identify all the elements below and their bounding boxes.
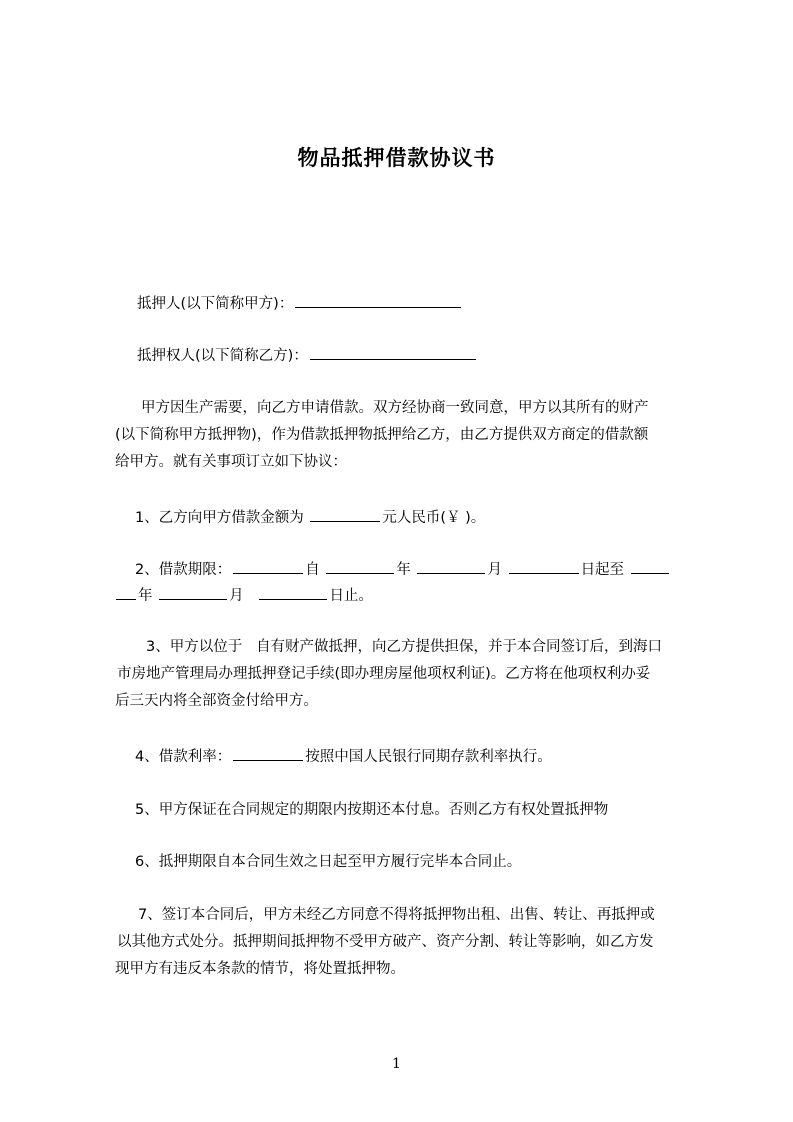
clause-2-year: 年 [396, 562, 411, 578]
clause-4-label: 4、借款利率： [135, 749, 232, 765]
clause-3-line-2: 市房地产管理局办理抵押登记手续(即办理房屋他项权利证)。乙方将在他项权利办妥 [117, 666, 651, 682]
clause-3 [115, 634, 705, 715]
clause-2-label: 2、借款期限： [135, 562, 232, 578]
clause-7-line-2: 以其他方式处分。抵押期间抵押物不受甲方破产、资产分割、转让等影响，如乙方发 [117, 934, 654, 950]
clause-2-month-2: 月 [229, 588, 244, 604]
party-a-line [137, 292, 463, 313]
end-year-blank-a[interactable] [631, 559, 669, 574]
clause-4 [135, 745, 552, 766]
clause-4-text: 按照中国人民银行同期存款利率执行。 [305, 749, 552, 765]
loan-amount-blank[interactable] [310, 507, 380, 522]
clause-5: 5、甲方保证在合同规定的期限内按期还本付息。否则乙方有权处置抵押物 [135, 802, 609, 818]
party-b-label: 抵押权人(以下简称乙方)： [137, 348, 308, 364]
interest-rate-blank[interactable] [233, 746, 303, 761]
clause-7-line-1: 7、签订本合同后，甲方未经乙方同意不得将抵押物出租、出售、转让、再抵押或 [138, 907, 655, 923]
clause-2-row-1 [135, 558, 671, 579]
term-blank[interactable] [233, 559, 303, 574]
intro-paragraph [115, 395, 705, 476]
end-month-blank[interactable] [159, 585, 227, 600]
intro-line-3: 给甲方。就有关事项订立如下协议： [115, 454, 347, 470]
party-b-blank[interactable] [310, 345, 476, 360]
document-title: 物品抵押借款协议书 [297, 146, 496, 170]
party-a-blank[interactable] [295, 293, 461, 308]
end-day-blank[interactable] [259, 585, 327, 600]
clause-7 [115, 902, 705, 983]
clause-3-part-b: 自有财产做抵押，向乙方提供担保，并于本合同签订后，到海口 [256, 639, 663, 655]
clause-3-line-3: 后三天内将全部资金付给甲方。 [115, 693, 318, 709]
intro-line-2: (以下简称甲方抵押物)，作为借款抵押物抵押给乙方，由乙方提供双方商定的借款额 [115, 427, 649, 443]
clause-2-year-2: 年 [138, 588, 153, 604]
end-year-blank-b[interactable] [116, 585, 136, 600]
clause-2-day-to: 日起至 [580, 562, 625, 578]
clause-2-from: 自 [305, 562, 320, 578]
clause-1-suffix: 元人民币(￥ )。 [382, 510, 486, 526]
party-a-label: 抵押人(以下简称甲方)： [137, 296, 294, 312]
clause-2-end: 日止。 [329, 588, 373, 604]
clause-2-row-2 [114, 584, 373, 605]
start-year-blank[interactable] [326, 559, 394, 574]
start-month-blank[interactable] [417, 559, 485, 574]
party-b-line [137, 344, 478, 365]
clause-1-text: 1、乙方向甲方借款金额为 [135, 510, 304, 526]
clause-1 [135, 506, 485, 527]
clause-3-line-1 [115, 634, 705, 661]
page-number: 1 [392, 1056, 401, 1072]
intro-line-1: 甲方因生产需要，向乙方申请借款。双方经协商一致同意，甲方以其所有的财产 [141, 400, 649, 416]
clause-7-line-3: 现甲方有违反本条款的情节，将处置抵押物。 [115, 961, 405, 977]
clause-6: 6、抵押期限自本合同生效之日起至甲方履行完毕本合同止。 [135, 854, 522, 870]
start-day-blank[interactable] [509, 559, 579, 574]
clause-3-part-a: 3、甲方以位于 [146, 639, 243, 655]
clause-2-month: 月 [487, 562, 502, 578]
